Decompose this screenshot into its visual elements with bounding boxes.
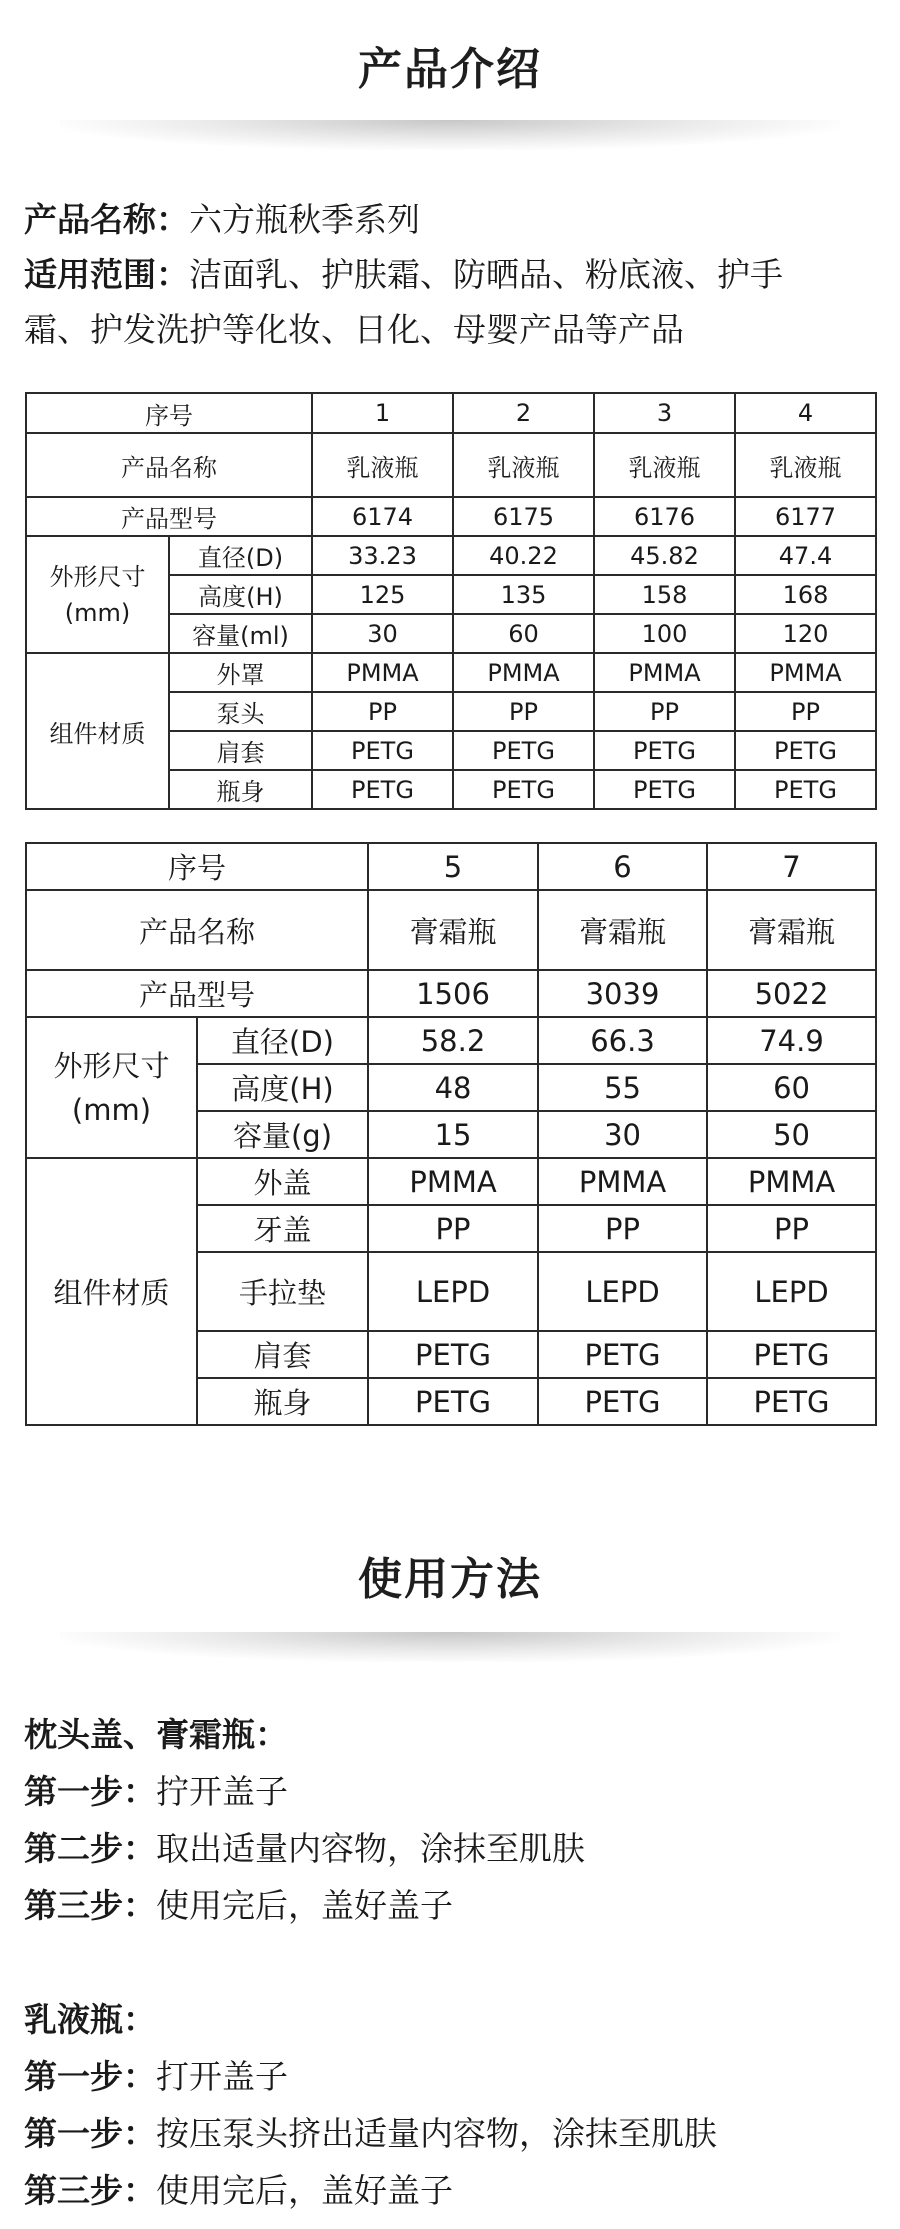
intro-title: 产品介绍 bbox=[358, 44, 542, 95]
part-label: 瓶身 bbox=[169, 770, 312, 809]
diameter-label: 直径(D) bbox=[197, 1017, 368, 1064]
table-cell: 膏霜瓶 bbox=[538, 890, 707, 970]
scope-value-1: 洁面乳、护肤霜、防晒品、粉底液、护手 bbox=[189, 255, 783, 294]
table-cell: PETG bbox=[538, 1378, 707, 1425]
dimension-header bbox=[26, 536, 169, 653]
step-text: 按压泵头挤出适量内容物，涂抹至肌肤 bbox=[156, 2114, 717, 2153]
table-cell: PETG bbox=[453, 770, 594, 809]
table-cell: PETG bbox=[594, 731, 735, 770]
capacity-label: 容量(g) bbox=[197, 1111, 368, 1158]
name-header: 产品名称 bbox=[26, 433, 312, 497]
step-label: 第一步： bbox=[24, 2057, 156, 2096]
table-cell: PETG bbox=[312, 770, 453, 809]
usage-lotion-heading: 乳液瓶： bbox=[24, 2000, 156, 2039]
table-cell: 50 bbox=[707, 1111, 876, 1158]
dimension-label: 外形尺寸 bbox=[49, 562, 146, 591]
spec-table-lotion bbox=[25, 392, 877, 810]
table-cell: PMMA bbox=[368, 1158, 538, 1205]
table-cell: LEPD bbox=[368, 1252, 538, 1331]
table-cell: PP bbox=[368, 1205, 538, 1252]
usage-step bbox=[24, 1877, 884, 1934]
step-label: 第二步： bbox=[24, 1829, 156, 1868]
height-label: 高度(H) bbox=[169, 575, 312, 614]
product-info bbox=[24, 196, 884, 356]
table-cell: 1506 bbox=[368, 970, 538, 1017]
scope-value-2: 霜、护发洗护等化妆、日化、母婴产品等产品 bbox=[24, 310, 684, 349]
part-label: 泵头 bbox=[169, 692, 312, 731]
table-cell: LEPD bbox=[707, 1252, 876, 1331]
table-cell: PETG bbox=[735, 770, 876, 809]
intro-title-shadow bbox=[60, 120, 840, 150]
table-cell: PETG bbox=[312, 731, 453, 770]
step-label: 第一步： bbox=[24, 1772, 156, 1811]
part-label: 肩套 bbox=[197, 1331, 368, 1378]
usage-cream bbox=[24, 1706, 884, 1934]
model-header: 产品型号 bbox=[26, 970, 368, 1017]
table-cell: 膏霜瓶 bbox=[707, 890, 876, 970]
table-cell: 乳液瓶 bbox=[453, 433, 594, 497]
table-cell: 乳液瓶 bbox=[594, 433, 735, 497]
table-cell: 168 bbox=[735, 575, 876, 614]
usage-title-shadow bbox=[60, 1632, 840, 1662]
material-header: 组件材质 bbox=[26, 1158, 197, 1425]
step-text: 打开盖子 bbox=[156, 2057, 288, 2096]
table-cell: 47.4 bbox=[735, 536, 876, 575]
seq-header: 序号 bbox=[26, 393, 312, 433]
part-label: 手拉垫 bbox=[197, 1252, 368, 1331]
step-label: 第三步： bbox=[24, 2171, 156, 2210]
table-cell: 6176 bbox=[594, 497, 735, 536]
spec-table-cream bbox=[25, 842, 877, 1426]
table-cell: PP bbox=[735, 692, 876, 731]
table-cell: 7 bbox=[707, 843, 876, 890]
table-cell: PMMA bbox=[735, 653, 876, 692]
table-cell: 48 bbox=[368, 1064, 538, 1111]
table-cell: 33.23 bbox=[312, 536, 453, 575]
table-row bbox=[26, 970, 876, 1017]
table-cell: 66.3 bbox=[538, 1017, 707, 1064]
table-cell: PETG bbox=[735, 731, 876, 770]
table-cell: 15 bbox=[368, 1111, 538, 1158]
part-label: 肩套 bbox=[169, 731, 312, 770]
table-cell: 30 bbox=[538, 1111, 707, 1158]
model-header: 产品型号 bbox=[26, 497, 312, 536]
table-cell: PP bbox=[312, 692, 453, 731]
table-cell: 120 bbox=[735, 614, 876, 653]
table-cell: LEPD bbox=[538, 1252, 707, 1331]
product-name-label: 产品名称： bbox=[24, 200, 189, 239]
table-cell: 60 bbox=[707, 1064, 876, 1111]
table-cell: 5022 bbox=[707, 970, 876, 1017]
usage-cream-heading: 枕头盖、膏霜瓶： bbox=[24, 1715, 288, 1754]
table-cell: PETG bbox=[368, 1331, 538, 1378]
step-text: 取出适量内容物，涂抹至肌肤 bbox=[156, 1829, 585, 1868]
table-cell: PMMA bbox=[707, 1158, 876, 1205]
usage-step bbox=[24, 2105, 884, 2162]
capacity-label: 容量(ml) bbox=[169, 614, 312, 653]
table-cell: 乳液瓶 bbox=[735, 433, 876, 497]
table-row bbox=[26, 497, 876, 536]
table-cell: 74.9 bbox=[707, 1017, 876, 1064]
name-header: 产品名称 bbox=[26, 890, 368, 970]
table-cell: 125 bbox=[312, 575, 453, 614]
dimension-unit: (mm) bbox=[64, 598, 131, 627]
table-cell: 1 bbox=[312, 393, 453, 433]
table-cell: 3 bbox=[594, 393, 735, 433]
table-cell: 40.22 bbox=[453, 536, 594, 575]
step-text: 拧开盖子 bbox=[156, 1772, 288, 1811]
table-cell: 3039 bbox=[538, 970, 707, 1017]
table-cell: 158 bbox=[594, 575, 735, 614]
table-cell: 5 bbox=[368, 843, 538, 890]
table-row bbox=[26, 393, 876, 433]
table-row bbox=[26, 536, 876, 575]
usage-lotion bbox=[24, 1991, 884, 2219]
table-row bbox=[26, 890, 876, 970]
table-cell: PETG bbox=[707, 1331, 876, 1378]
usage-step bbox=[24, 1820, 884, 1877]
table-cell: 6174 bbox=[312, 497, 453, 536]
table-cell: PETG bbox=[707, 1378, 876, 1425]
table-cell: 6175 bbox=[453, 497, 594, 536]
seq-header: 序号 bbox=[26, 843, 368, 890]
table-cell: PP bbox=[453, 692, 594, 731]
dimension-header bbox=[26, 1017, 197, 1158]
table-cell: 2 bbox=[453, 393, 594, 433]
step-label: 第一步： bbox=[24, 2114, 156, 2153]
table-cell: 135 bbox=[453, 575, 594, 614]
table-cell: PMMA bbox=[594, 653, 735, 692]
step-label: 第三步： bbox=[24, 1886, 156, 1925]
table-cell: PMMA bbox=[538, 1158, 707, 1205]
table-cell: 乳液瓶 bbox=[312, 433, 453, 497]
product-name-value: 六方瓶秋季系列 bbox=[189, 200, 420, 239]
table-row bbox=[26, 1158, 876, 1205]
table-cell: 6177 bbox=[735, 497, 876, 536]
table-cell: PMMA bbox=[453, 653, 594, 692]
table-cell: PETG bbox=[538, 1331, 707, 1378]
part-label: 牙盖 bbox=[197, 1205, 368, 1252]
table-cell: PP bbox=[538, 1205, 707, 1252]
product-name-line bbox=[24, 196, 884, 246]
scope-line-2 bbox=[24, 306, 884, 356]
table-cell: PP bbox=[594, 692, 735, 731]
table-cell: PETG bbox=[368, 1378, 538, 1425]
scope-label: 适用范围： bbox=[24, 255, 189, 294]
material-header: 组件材质 bbox=[26, 653, 169, 809]
step-text: 使用完后，盖好盖子 bbox=[156, 1886, 453, 1925]
dimension-unit: (mm) bbox=[71, 1092, 152, 1127]
table-cell: PMMA bbox=[312, 653, 453, 692]
diameter-label: 直径(D) bbox=[169, 536, 312, 575]
table-cell: 4 bbox=[735, 393, 876, 433]
scope-line bbox=[24, 251, 884, 301]
table-cell: 100 bbox=[594, 614, 735, 653]
part-label: 瓶身 bbox=[197, 1378, 368, 1425]
table-cell: 55 bbox=[538, 1064, 707, 1111]
usage-step bbox=[24, 2162, 884, 2219]
usage-step bbox=[24, 1763, 884, 1820]
table-cell: 45.82 bbox=[594, 536, 735, 575]
table-row bbox=[26, 843, 876, 890]
table-row bbox=[26, 1017, 876, 1064]
table-cell: 30 bbox=[312, 614, 453, 653]
part-label: 外罩 bbox=[169, 653, 312, 692]
height-label: 高度(H) bbox=[197, 1064, 368, 1111]
table-cell: 58.2 bbox=[368, 1017, 538, 1064]
table-row bbox=[26, 653, 876, 692]
table-cell: 60 bbox=[453, 614, 594, 653]
step-text: 使用完后，盖好盖子 bbox=[156, 2171, 453, 2210]
usage-step bbox=[24, 2048, 884, 2105]
usage-title: 使用方法 bbox=[358, 1554, 542, 1605]
part-label: 外盖 bbox=[197, 1158, 368, 1205]
table-cell: 6 bbox=[538, 843, 707, 890]
table-row bbox=[26, 433, 876, 497]
table-cell: 膏霜瓶 bbox=[368, 890, 538, 970]
table-cell: PETG bbox=[594, 770, 735, 809]
table-cell: PETG bbox=[453, 731, 594, 770]
table-cell: PP bbox=[707, 1205, 876, 1252]
dimension-label: 外形尺寸 bbox=[53, 1048, 170, 1083]
